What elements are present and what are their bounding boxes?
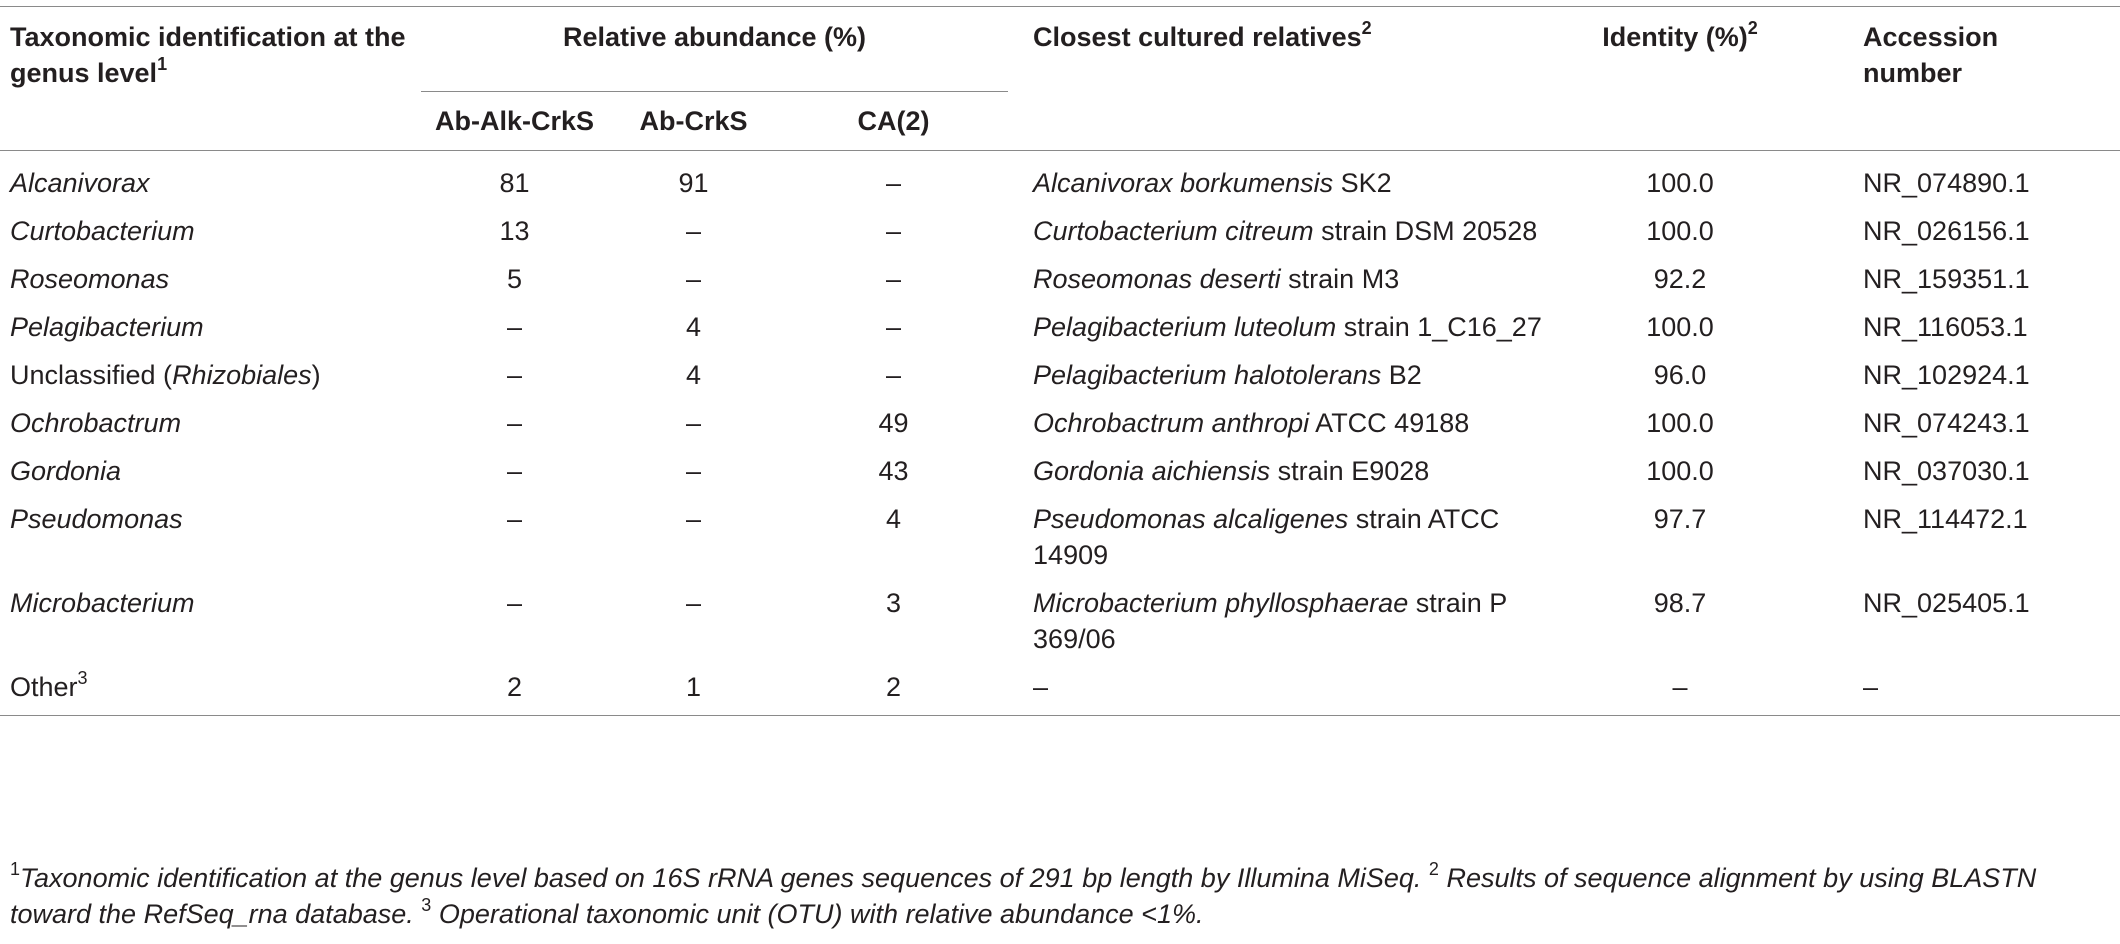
relative-species: Alcanivorax borkumensis [1033, 168, 1334, 198]
abundance-value: 5 [506, 264, 523, 294]
abundance-cell [421, 393, 608, 441]
header-relative-abundance [421, 7, 1008, 92]
abundance-value: – [886, 168, 902, 198]
footnote-1-mark: 1 [10, 859, 21, 879]
genus-name: Ochrobactrum [10, 408, 182, 438]
footnote-marker: 1 [157, 54, 168, 74]
genus-cell [0, 573, 421, 657]
identity-value: 100.0 [1646, 456, 1714, 486]
table-row [0, 297, 2120, 345]
abundance-value: 1 [685, 672, 702, 702]
abundance-cell [421, 441, 608, 489]
relative-cell [1008, 345, 1557, 393]
identity-cell [1557, 249, 1863, 297]
relative-species: Pelagibacterium luteolum [1033, 312, 1337, 342]
subheader-ab-crks: Ab-CrkS [639, 106, 748, 136]
abundance-value: 81 [499, 168, 530, 198]
relative-strain: SK2 [1333, 168, 1392, 198]
relative-species: Pelagibacterium halotolerans [1033, 360, 1382, 390]
table-row [0, 393, 2120, 441]
identity-value: – [1672, 672, 1688, 702]
footnote-3-mark: 3 [421, 895, 432, 915]
relative-species: Curtobacterium citreum [1033, 216, 1314, 246]
table-row [0, 249, 2120, 297]
footnote-marker: 2 [1747, 18, 1758, 38]
identity-value: 100.0 [1646, 312, 1714, 342]
table-row [0, 657, 2120, 716]
identity-value: 92.2 [1653, 264, 1707, 294]
accession-value: NR_114472.1 [1863, 504, 2028, 534]
data-table [0, 6, 2120, 716]
abundance-cell [779, 573, 1008, 657]
identity-cell [1557, 393, 1863, 441]
accession-cell [1863, 441, 2120, 489]
abundance-value: – [685, 408, 702, 438]
footnote-marker: 2 [1361, 18, 1372, 38]
relative-strain: strain DSM 20528 [1313, 216, 1538, 246]
identity-value: 96.0 [1653, 360, 1707, 390]
header-row [0, 7, 2120, 92]
footnote-2-mark: 2 [1428, 859, 1439, 879]
abundance-value: – [886, 360, 902, 390]
abundance-value: – [506, 312, 523, 342]
header-genus-label: Taxonomic identification at the genus level [10, 22, 406, 88]
relative-cell [1008, 573, 1557, 657]
table-body [0, 151, 2120, 716]
abundance-value: – [506, 360, 523, 390]
identity-value: 97.7 [1653, 504, 1707, 534]
abundance-value: 49 [878, 408, 909, 438]
abundance-cell [779, 441, 1008, 489]
abundance-cell [779, 657, 1008, 716]
relative-strain: ATCC 49188 [1309, 408, 1470, 438]
identity-cell [1557, 151, 1863, 202]
genus-cell [0, 657, 421, 716]
relative-cell [1008, 297, 1557, 345]
abundance-cell [421, 489, 608, 573]
abundance-value: – [685, 264, 702, 294]
relative-strain: strain P 369/06 [1033, 588, 1507, 654]
genus-name: Alcanivorax [10, 168, 150, 198]
accession-cell [1863, 657, 2120, 716]
abundance-cell [608, 345, 779, 393]
header-accession [1863, 7, 2120, 151]
relative-strain: strain ATCC 14909 [1033, 504, 1500, 570]
abundance-cell [608, 489, 779, 573]
genus-name: Microbacterium [10, 588, 195, 618]
abundance-value: 4 [685, 312, 702, 342]
identity-value: 100.0 [1646, 168, 1714, 198]
genus-name: Pelagibacterium [10, 312, 204, 342]
accession-value: NR_159351.1 [1863, 264, 2030, 294]
abundance-cell [421, 345, 608, 393]
header-closest-relatives [1008, 7, 1557, 151]
table-row [0, 201, 2120, 249]
abundance-cell [421, 151, 608, 202]
abundance-cell [421, 573, 608, 657]
genus-cell [0, 441, 421, 489]
abundance-value: – [506, 456, 523, 486]
footnote-2: Results of sequence alignment by using BLASTN toward the RefSeq_rna database. [10, 863, 2037, 929]
abundance-value: – [685, 504, 702, 534]
abundance-value: 4 [685, 360, 702, 390]
relative-species: Microbacterium phyllosphaerae [1033, 588, 1409, 618]
relative-species: Ochrobactrum anthropi [1033, 408, 1310, 438]
abundance-value: – [506, 504, 523, 534]
genus-cell [0, 151, 421, 202]
relative-species: Pseudomonas alcaligenes [1033, 504, 1349, 534]
abundance-value: – [685, 216, 702, 246]
subheader-ca2: CA(2) [857, 106, 930, 136]
genus-name: Other [10, 672, 78, 702]
abundance-cell [608, 393, 779, 441]
genus-name: Curtobacterium [10, 216, 195, 246]
accession-value: NR_074243.1 [1863, 408, 2030, 438]
identity-cell [1557, 441, 1863, 489]
table-row [0, 345, 2120, 393]
relative-name: – [1033, 672, 1049, 702]
accession-cell [1863, 345, 2120, 393]
abundance-cell [779, 151, 1008, 202]
abundance-value: 13 [499, 216, 530, 246]
abundance-value: 3 [886, 588, 902, 618]
abundance-value: 4 [886, 504, 902, 534]
abundance-value: 91 [678, 168, 709, 198]
relative-cell [1008, 441, 1557, 489]
abundance-cell [608, 151, 779, 202]
accession-value: NR_025405.1 [1863, 588, 2030, 618]
genus-cell [0, 297, 421, 345]
footnote-3: Operational taxonomic unit (OTU) with relative abundance <1%. [438, 899, 1204, 929]
relative-cell [1008, 151, 1557, 202]
abundance-cell [779, 393, 1008, 441]
genus-cell [0, 345, 421, 393]
header-genus [0, 7, 421, 151]
abundance-value: – [685, 588, 702, 618]
identity-cell [1557, 201, 1863, 249]
abundance-value: – [685, 456, 702, 486]
accession-cell [1863, 151, 2120, 202]
abundance-cell [608, 201, 779, 249]
identity-cell [1557, 345, 1863, 393]
genus-cell [0, 249, 421, 297]
abundance-cell [779, 201, 1008, 249]
relative-strain: strain M3 [1280, 264, 1400, 294]
accession-value: NR_116053.1 [1863, 312, 2028, 342]
relative-cell [1008, 657, 1557, 716]
relative-cell [1008, 201, 1557, 249]
identity-cell [1557, 489, 1863, 573]
abundance-value: – [506, 588, 523, 618]
table-row [0, 151, 2120, 202]
accession-cell [1863, 297, 2120, 345]
accession-value: NR_037030.1 [1863, 456, 2030, 486]
footnote-marker: 3 [77, 668, 88, 688]
abundance-cell [608, 573, 779, 657]
table-row [0, 489, 2120, 573]
relative-strain: strain 1_C16_27 [1336, 312, 1542, 342]
accession-value: NR_102924.1 [1863, 360, 2030, 390]
accession-cell [1863, 573, 2120, 657]
footnotes [10, 860, 2110, 932]
table-row [0, 573, 2120, 657]
abundance-cell [779, 297, 1008, 345]
footnote-1: Taxonomic identification at the genus level based on 16S rRNA genes sequences of 291 bp length by Illumina MiSeq. [20, 863, 1422, 893]
abundance-value: 2 [506, 672, 523, 702]
abundance-cell [608, 297, 779, 345]
abundance-cell [608, 657, 779, 716]
identity-value: 100.0 [1646, 216, 1714, 246]
accession-value: NR_026156.1 [1863, 216, 2030, 246]
accession-value: NR_074890.1 [1863, 168, 2030, 198]
abundance-cell [421, 657, 608, 716]
identity-value: 100.0 [1646, 408, 1714, 438]
accession-cell [1863, 249, 2120, 297]
header-identity [1557, 7, 1863, 151]
relative-strain: strain E9028 [1270, 456, 1430, 486]
abundance-cell [421, 297, 608, 345]
abundance-cell [608, 249, 779, 297]
abundance-value: – [886, 264, 902, 294]
relative-cell [1008, 393, 1557, 441]
genus-prefix: Unclassified ( [10, 360, 173, 390]
genus-name: Rhizobiales [172, 360, 312, 390]
abundance-cell [421, 201, 608, 249]
genus-name: Pseudomonas [10, 504, 183, 534]
accession-value: – [1863, 672, 1879, 702]
abundance-value: – [886, 216, 902, 246]
identity-cell [1557, 573, 1863, 657]
abundance-value: – [506, 408, 523, 438]
header-accession-label: Accession number [1863, 22, 1999, 88]
identity-cell [1557, 657, 1863, 716]
abundance-value: 43 [878, 456, 909, 486]
identity-cell [1557, 297, 1863, 345]
abundance-cell [608, 441, 779, 489]
relative-cell [1008, 249, 1557, 297]
genus-suffix: ) [311, 360, 321, 390]
subheader-ab-alk-crks: Ab-Alk-CrkS [434, 106, 595, 136]
relative-strain: B2 [1381, 360, 1422, 390]
abundance-cell [779, 345, 1008, 393]
genus-name: Roseomonas [10, 264, 170, 294]
header-relatives-label: Closest cultured relatives [1033, 22, 1362, 52]
header-identity-label: Identity (%) [1602, 22, 1748, 52]
abundance-cell [779, 489, 1008, 573]
accession-cell [1863, 393, 2120, 441]
relative-species: Gordonia aichiensis [1033, 456, 1271, 486]
relative-species: Roseomonas deserti [1033, 264, 1281, 294]
table-row [0, 441, 2120, 489]
abundance-value: 2 [886, 672, 902, 702]
genus-cell [0, 489, 421, 573]
accession-cell [1863, 201, 2120, 249]
genus-cell [0, 393, 421, 441]
relative-cell [1008, 489, 1557, 573]
genus-cell [0, 201, 421, 249]
abundance-cell [421, 249, 608, 297]
genus-name: Gordonia [10, 456, 122, 486]
abundance-value: – [886, 312, 902, 342]
accession-cell [1863, 489, 2120, 573]
identity-value: 98.7 [1653, 588, 1707, 618]
abundance-cell [779, 249, 1008, 297]
header-abundance-label: Relative abundance (%) [562, 22, 867, 52]
